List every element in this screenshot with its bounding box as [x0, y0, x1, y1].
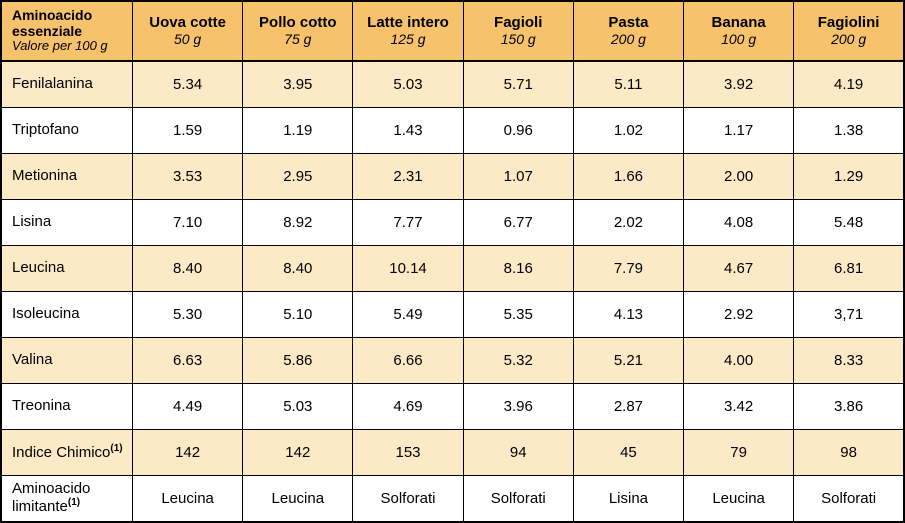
table-header-row [1, 1, 904, 61]
row-label: Valina [1, 337, 133, 383]
cell-value: Leucina [133, 475, 243, 522]
cell-value: 1.38 [794, 107, 904, 153]
cell-value: 4.19 [794, 61, 904, 108]
column-header-subtitle: 125 g [390, 30, 426, 47]
table-row [1, 429, 904, 475]
column-header-subtitle: 100 g [721, 30, 757, 47]
cell-value: 8.92 [243, 199, 353, 245]
cell-value: 5.34 [133, 61, 243, 108]
cell-value: 6.63 [133, 337, 243, 383]
cell-value: Lisina [573, 475, 683, 522]
column-header-title: Aminoacido essenziale [12, 7, 93, 39]
column-header-subtitle: 75 g [284, 30, 312, 47]
cell-value: 4.67 [684, 245, 794, 291]
footnote-marker: (1) [110, 443, 123, 455]
cell-value: 1.66 [573, 153, 683, 199]
cell-value: 7.79 [573, 245, 683, 291]
row-label-text: Indice Chimico [12, 444, 111, 462]
cell-value: 1.02 [573, 107, 683, 153]
row-label [1, 429, 133, 475]
cell-value: 7.10 [133, 199, 243, 245]
column-header-fagioli [463, 1, 573, 61]
cell-value: 2.87 [573, 383, 683, 429]
table-row [1, 245, 904, 291]
column-header-pollo-cotto [243, 1, 353, 61]
cell-value: 5.86 [243, 337, 353, 383]
cell-value: 4.49 [133, 383, 243, 429]
row-label: Isoleucina [1, 291, 133, 337]
cell-value: 1.43 [353, 107, 463, 153]
cell-value: 8.16 [463, 245, 573, 291]
cell-value: 7.77 [353, 199, 463, 245]
column-header-title: Fagiolini [817, 13, 880, 31]
cell-value: Solforati [463, 475, 573, 522]
cell-value: 1.07 [463, 153, 573, 199]
table-row [1, 337, 904, 383]
column-header-subtitle: 200 g [610, 30, 646, 47]
cell-value: 3.42 [684, 383, 794, 429]
row-label: Leucina [1, 245, 133, 291]
row-label: Treonina [1, 383, 133, 429]
column-header-title: Pollo cotto [259, 13, 337, 31]
row-label: Lisina [1, 199, 133, 245]
table-header [1, 1, 904, 61]
column-header-title: Banana [711, 13, 766, 31]
cell-value: Solforati [794, 475, 904, 522]
table-row [1, 383, 904, 429]
cell-value: 2.95 [243, 153, 353, 199]
cell-value: 4.69 [353, 383, 463, 429]
table-row [1, 291, 904, 337]
column-header-latte-intero [353, 1, 463, 61]
cell-value: 5.03 [353, 61, 463, 108]
column-header-subtitle: 150 g [500, 30, 536, 47]
cell-value: 2.00 [684, 153, 794, 199]
column-header-aminoacido [1, 1, 133, 61]
table-row [1, 107, 904, 153]
cell-value: 5.48 [794, 199, 904, 245]
cell-value: 5.32 [463, 337, 573, 383]
column-header-banana [684, 1, 794, 61]
cell-value: 94 [463, 429, 573, 475]
cell-value: 3.92 [684, 61, 794, 108]
column-header-pasta [573, 1, 683, 61]
cell-value: 10.14 [353, 245, 463, 291]
cell-value: 142 [133, 429, 243, 475]
cell-value: 1.59 [133, 107, 243, 153]
cell-value: 4.08 [684, 199, 794, 245]
table-row [1, 153, 904, 199]
cell-value: 3.53 [133, 153, 243, 199]
cell-value: 79 [684, 429, 794, 475]
row-label-text: Aminoacido limitante [12, 479, 91, 516]
column-header-title: Fagioli [494, 13, 543, 31]
cell-value: 98 [794, 429, 904, 475]
cell-value: 4.00 [684, 337, 794, 383]
cell-value: 5.49 [353, 291, 463, 337]
cell-value: 5.11 [573, 61, 683, 108]
table-row [1, 475, 904, 522]
cell-value: 5.35 [463, 291, 573, 337]
cell-value: 3.86 [794, 383, 904, 429]
column-header-subtitle: 200 g [831, 30, 867, 47]
column-header-uova-cotte [133, 1, 243, 61]
cell-value: 1.29 [794, 153, 904, 199]
footnote-marker: (1) [67, 497, 81, 509]
cell-value: 6.66 [353, 337, 463, 383]
cell-value: Leucina [684, 475, 794, 522]
cell-value: 0.96 [463, 107, 573, 153]
cell-value: 1.17 [684, 107, 794, 153]
cell-value: 4.13 [573, 291, 683, 337]
column-header-title: Uova cotte [149, 13, 226, 31]
table-row [1, 199, 904, 245]
cell-value: 5.21 [573, 337, 683, 383]
column-header-fagiolini [794, 1, 904, 61]
row-label [1, 475, 133, 522]
cell-value: 2.02 [573, 199, 683, 245]
cell-value: 3.95 [243, 61, 353, 108]
cell-value: 6.77 [463, 199, 573, 245]
cell-value: 5.30 [133, 291, 243, 337]
cell-value: 8.40 [243, 245, 353, 291]
row-label: Triptofano [1, 107, 133, 153]
cell-value: Leucina [243, 475, 353, 522]
cell-value: 5.03 [243, 383, 353, 429]
table-row [1, 61, 904, 108]
column-header-title: Pasta [608, 13, 649, 31]
cell-value: 3,71 [794, 291, 904, 337]
row-label: Fenilalanina [1, 61, 133, 108]
cell-value: 8.33 [794, 337, 904, 383]
cell-value: 3.96 [463, 383, 573, 429]
cell-value: 8.40 [133, 245, 243, 291]
cell-value: 2.92 [684, 291, 794, 337]
cell-value: 2.31 [353, 153, 463, 199]
row-label: Metionina [1, 153, 133, 199]
cell-value: 6.81 [794, 245, 904, 291]
cell-value: 5.71 [463, 61, 573, 108]
column-header-title: Latte intero [367, 13, 449, 31]
column-header-subtitle: 50 g [173, 30, 202, 47]
cell-value: 142 [243, 429, 353, 475]
cell-value: 153 [353, 429, 463, 475]
cell-value: 1.19 [243, 107, 353, 153]
table-body [1, 61, 904, 522]
cell-value: 5.10 [243, 291, 353, 337]
column-header-subtitle: Valore per 100 g [12, 38, 108, 54]
cell-value: Solforati [353, 475, 463, 522]
cell-value: 45 [573, 429, 683, 475]
